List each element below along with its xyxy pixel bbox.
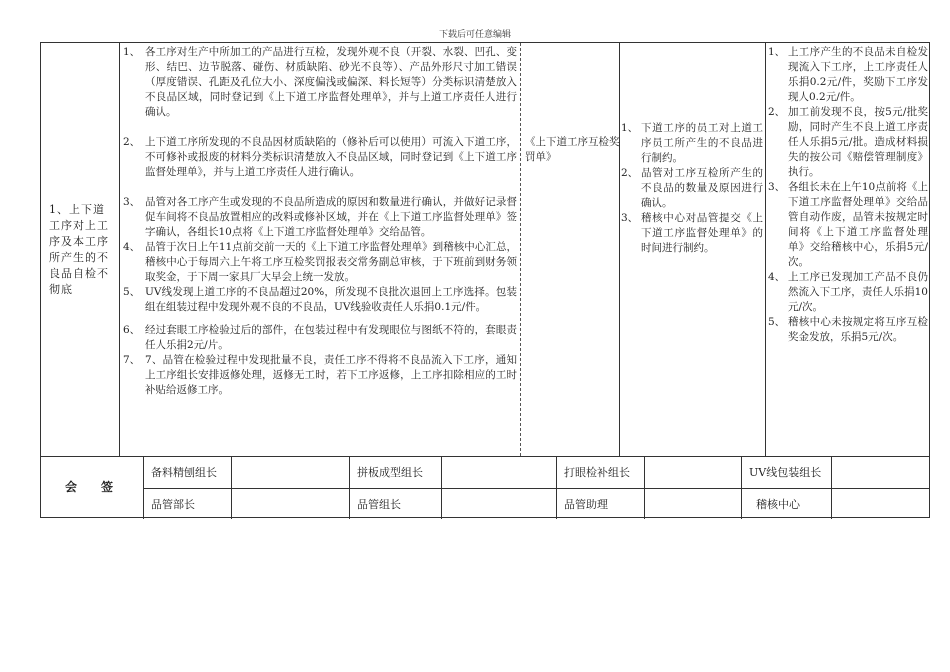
measure-item: 6、 经过套眼工序检验过后的部件，在包装过程中有发现眼位与图纸不符的，套眼责任人乐捐2元/片。 — [123, 324, 517, 351]
signature-field[interactable] — [832, 457, 928, 487]
page-header-note: 下载后可任意编辑 — [438, 30, 511, 40]
form-cell — [525, 135, 620, 165]
signoff-divider — [556, 456, 557, 519]
column-divider — [119, 43, 120, 456]
signoff-label: UV线包装组长 — [749, 466, 822, 479]
supervision-cell — [621, 121, 763, 256]
signature-field[interactable] — [645, 457, 740, 487]
signoff-divider — [741, 456, 742, 519]
penalty-item: 4、 上工序已发现加工产品不良仍然流入下工序，责任人乐捐10元/次。 — [768, 271, 928, 313]
measure-item: 1、 各工序对生产中所加工的产品进行互检，发现外观不良（开裂、水裂、凹孔、变形、结巴、边节脱落、碰伤、材质缺陷、砂光不良等）、产品外形尺寸加工错误（厚度错误、孔距及孔位大小、深度偏浅或偏深、料长短等）分类标识清楚放入不良品区域，同时登记到《上下道工序监督处理单》，并与上道工序责任人进行确认。 — [123, 46, 517, 118]
penalty-item: 1、 上工序产生的不良品未自检发现流入下工序，上工序责任人乐捐0.2元/件，奖励下工序发现人0.2元/件。 — [768, 46, 928, 103]
penalties-cell — [768, 45, 928, 345]
signoff-label: 品管组长 — [357, 498, 401, 511]
item-title-cell — [41, 43, 119, 456]
measure-item: 5、 UV线发现上道工序的不良品超过20%，所发现不良批次退回上工序选择。包装组在组装过程中发现外观不良的不良品，UV线验收责任人乐捐0.1元/件。 — [123, 286, 517, 313]
measure-item: 2、 上下道工序所发现的不良品因材质缺陷的（修补后可以使用）可流入下道工序，不可修补或报废的材料分类标识清楚放入不良品区域，同时登记到《上下道工序监督处理单》，并与上道工序责任人进行确认。 — [123, 136, 517, 178]
signoff-divider — [349, 456, 350, 519]
column-divider — [619, 43, 620, 456]
signature-field[interactable] — [232, 489, 348, 518]
supervision-item: 1、 下道工序的员工对上道工序员工所产生的不良品进行制约。 — [621, 122, 763, 164]
penalty-item: 2、 加工前发现不良，按5元/批奖励，同时产生不良上道工序责任人乐捐5元/批。造成材料损失的按公司《赔偿管理制度》执行。 — [768, 106, 928, 178]
signoff-label: 拼板成型组长 — [357, 466, 423, 479]
column-divider — [520, 43, 521, 456]
signature-field[interactable] — [442, 457, 555, 487]
signature-field[interactable] — [645, 489, 740, 518]
signoff-label: 备料精刨组长 — [151, 466, 217, 479]
supervision-item: 2、 品管对工序互检所产生的不良品的数量及原因进行确认。 — [621, 167, 763, 209]
supervision-item: 3、 稽核中心对品管提交《上下道工序监督处理单》的时间进行制约。 — [621, 212, 763, 254]
procedure-table — [40, 42, 930, 518]
signoff-divider — [143, 456, 144, 519]
measures-cell — [123, 45, 517, 398]
item-title: 1、上下道工序对上工序及本工序所产生的不良品自检不彻底 — [49, 202, 109, 296]
penalty-item: 3、 各组长未在上午10点前将《上下道工序监督处理单》交给品管自动作废，品管未按规定时间将《上下道工序监督处理单》交给稽核中心，乐捐5元/次。 — [768, 181, 928, 268]
form-name: 《上下道工序互检奖罚单》 — [525, 136, 620, 163]
signoff-label: 打眼检补组长 — [564, 466, 630, 479]
measure-item: 3、 品管对各工序产生或发现的不良品所造成的原因和数量进行确认，并做好记录督促车间将不良品放置相应的改料或修补区域，并在《上下道工序监督处理单》签字确认，各组长10点将《上下道工序监督处理单》交给品管。 — [123, 196, 517, 238]
signoff-label: 品管部长 — [151, 498, 195, 511]
penalty-item: 5、 稽核中心未按规定将互序互检奖金发放，乐捐5元/次。 — [768, 316, 928, 343]
column-divider — [765, 43, 766, 456]
signature-field[interactable] — [232, 457, 348, 487]
signoff-title: 会 签 — [64, 480, 119, 494]
measure-item: 7、 7、品管在检验过程中发现批量不良，责任工序不得将不良品流入下工序，通知上工序组长安排返修处理，返修无工时，若下工序返修，上工序扣除相应的工时补贴给返修工序。 — [123, 354, 517, 396]
signature-field[interactable] — [832, 489, 928, 518]
measure-item: 4、 品管于次日上午11点前交前一天的《上下道工序监督处理单》到稽核中心汇总，稽核中心于每周六上午将工序互检奖罚报表交常务副总审核，于下班前到财务领取奖金，于下周一家具厂大早会上统一发放。 — [123, 241, 517, 283]
signoff-label: 稽核中心 — [756, 498, 800, 511]
signoff-label: 品管助理 — [564, 498, 608, 511]
signature-field[interactable] — [442, 489, 555, 518]
